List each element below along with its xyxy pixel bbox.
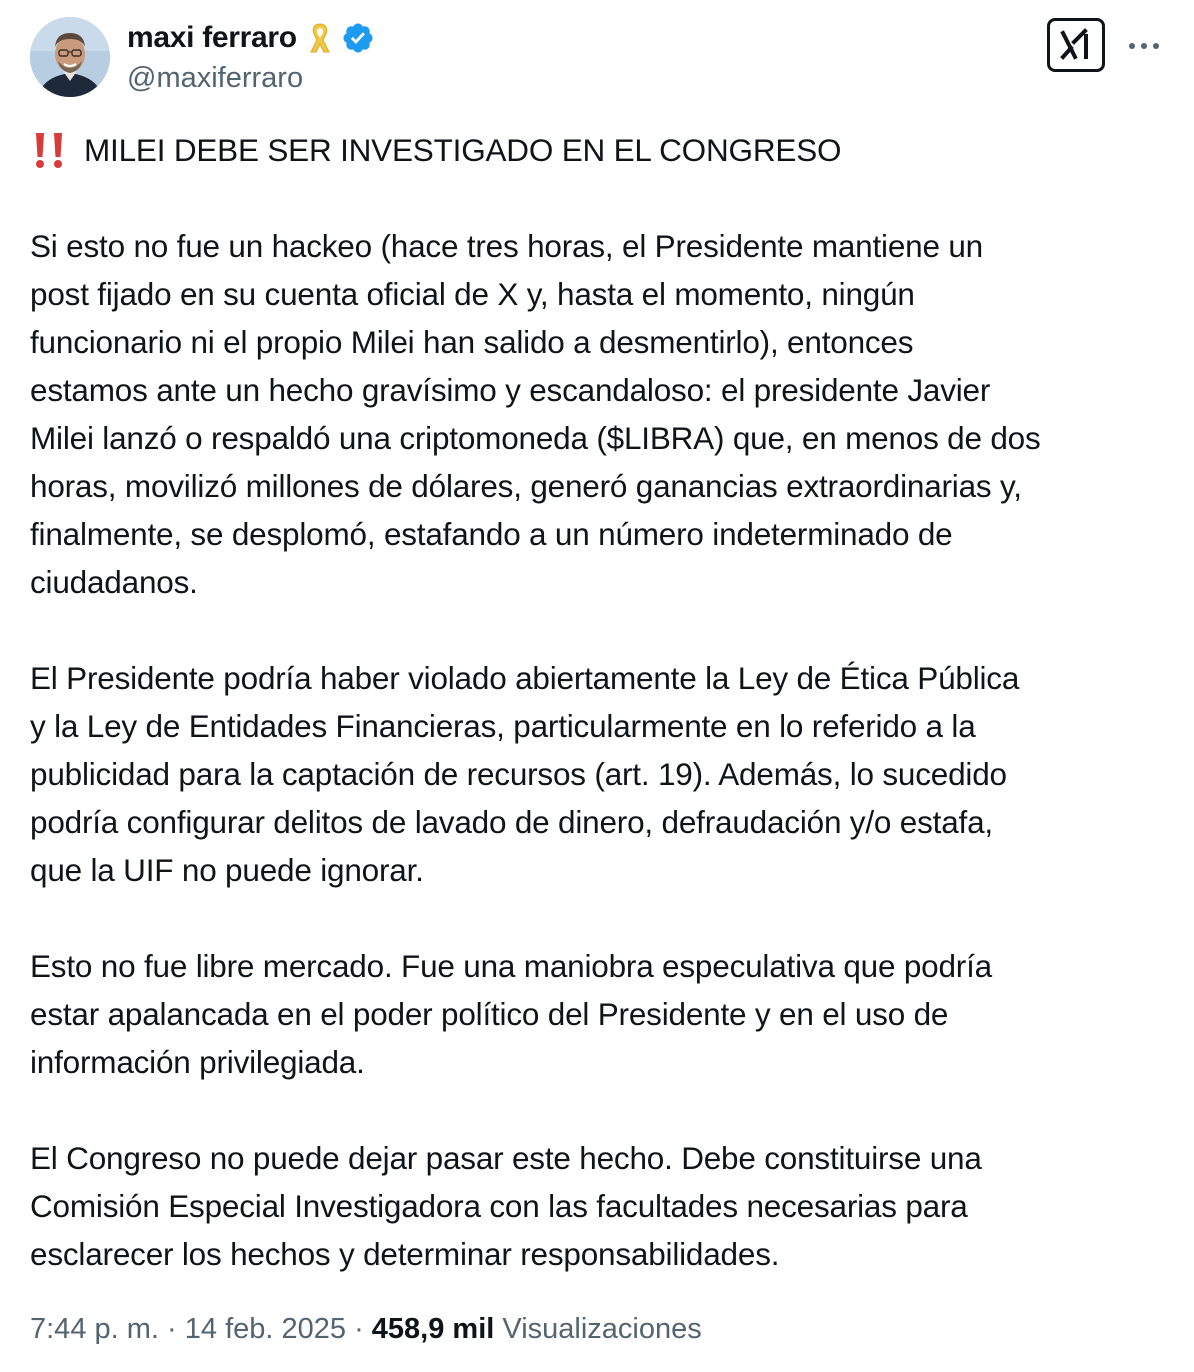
meta-separator: · <box>346 1313 372 1345</box>
author-info <box>127 18 375 98</box>
more-button[interactable] <box>1126 28 1162 64</box>
tweet-date[interactable]: 14 feb. 2025 <box>184 1313 347 1345</box>
yellow-ribbon-icon <box>305 21 335 55</box>
grok-icon <box>1058 28 1094 62</box>
tweet-paragraph-3: Esto no fue libre mercado. Fue una maniobra especulativa que podría estar apalancada en el poder político del Presidente y en el uso de información privilegiada. <box>30 948 992 1080</box>
tweet-paragraph-4: El Congreso no puede dejar pasar este hecho. Debe constituirse una Comisión Especial Investigadora con las facultades necesarias para esclarecer los hechos y determinar responsabilidades. <box>30 1140 982 1272</box>
grok-button[interactable] <box>1047 18 1105 72</box>
avatar[interactable] <box>30 17 110 97</box>
avatar-photo <box>30 17 110 97</box>
tweet-meta <box>30 1307 702 1351</box>
meta-separator: · <box>158 1313 185 1345</box>
verified-badge-icon[interactable] <box>341 21 375 55</box>
views-label[interactable]: Visualizaciones <box>502 1313 702 1345</box>
views-count[interactable]: 458,9 mil <box>371 1313 495 1345</box>
tweet-time[interactable]: 7:44 p. m. <box>30 1313 159 1345</box>
display-name[interactable]: maxi ferraro <box>127 21 297 54</box>
tweet-headline-row <box>30 126 1170 174</box>
more-horizontal-icon <box>1127 41 1161 51</box>
name-row <box>127 18 375 58</box>
tweet-text <box>30 126 1170 1278</box>
tweet-paragraph-1: Si esto no fue un hackeo (hace tres horas, el Presidente mantiene un post fijado en su cuenta oficial de X y, hasta el momento, ningún funcionario ni el propio Milei han salido a desmentirlo), entonces estamos ante un hecho gravísimo y escandaloso: el presidente Javier Milei lanzó o respaldó una criptomoneda ($LIBRA) que, en menos de dos horas, movilizó millones de dólares, generó ganancias extraordinarias y, finalmente, se desplomó, estafando a un número indeterminado de ciudadanos. <box>30 228 1041 600</box>
tweet-headline: MILEI DEBE SER INVESTIGADO EN EL CONGRESO <box>84 132 842 168</box>
double-exclamation-icon <box>30 130 72 170</box>
handle[interactable]: @maxiferraro <box>127 62 304 94</box>
tweet-paragraph-2: El Presidente podría haber violado abiertamente la Ley de Ética Pública y la Ley de Entidades Financieras, particularmente en lo referido a la publicidad para la captación de recursos (art. 19). Además, lo sucedido podría configurar delitos de lavado de dinero, defraudación y/o estafa, que la UIF no puede ignorar. <box>30 660 1020 888</box>
